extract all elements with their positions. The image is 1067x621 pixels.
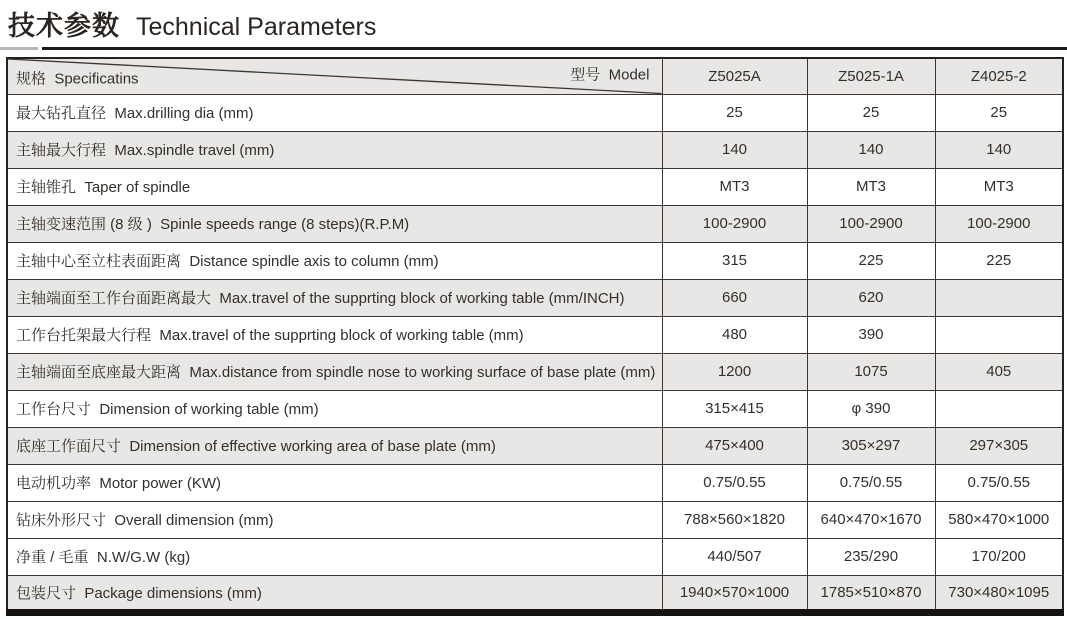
table-row [7,501,1063,538]
table-row [7,464,1063,501]
table-row [7,131,1063,168]
table-row [7,94,1063,131]
value-cell: 235/290 [807,538,935,575]
value-cell: 225 [807,242,935,279]
page-title-chinese: 技术参数 [8,11,120,41]
table-row [7,242,1063,279]
value-cell: 640×470×1670 [807,501,935,538]
value-cell: 1940×570×1000 [662,575,807,612]
model-column-header: Z5025-1A [807,58,935,94]
model-column-header: Z4025-2 [935,58,1063,94]
table-row [7,316,1063,353]
value-cell: 475×400 [662,427,807,464]
value-cell: 0.75/0.55 [807,464,935,501]
value-cell: 305×297 [807,427,935,464]
value-cell: 1785×510×870 [807,575,935,612]
divider-gray-segment [0,47,38,50]
table-header-row [7,58,1063,94]
page-title [8,4,376,43]
divider-black-segment [42,47,1067,50]
value-cell: 1075 [807,353,935,390]
value-cell: 170/200 [935,538,1063,575]
value-cell: 315×415 [662,390,807,427]
table-row [7,279,1063,316]
spec-header-label: 规格 Specificatins [16,70,139,88]
title-divider [0,47,1067,50]
spec-label-cell: 最大钻孔直径 Max.drilling dia (mm) [7,94,662,131]
table-row [7,575,1063,612]
value-cell: 1200 [662,353,807,390]
value-cell: MT3 [935,168,1063,205]
value-cell: 297×305 [935,427,1063,464]
value-cell: 315 [662,242,807,279]
value-cell: 140 [807,131,935,168]
value-cell: 225 [935,242,1063,279]
value-cell [935,390,1063,427]
value-cell: 25 [935,94,1063,131]
value-cell: MT3 [662,168,807,205]
value-cell [935,316,1063,353]
value-cell: 25 [662,94,807,131]
spec-label-cell: 电动机功率 Motor power (KW) [7,464,662,501]
table-row [7,353,1063,390]
value-cell: 140 [935,131,1063,168]
table-body [7,94,1063,612]
value-cell: 100-2900 [935,205,1063,242]
spec-label-cell: 净重 / 毛重 N.W/G.W (kg) [7,538,662,575]
value-cell: 0.75/0.55 [935,464,1063,501]
value-cell: 140 [662,131,807,168]
table-row [7,538,1063,575]
spec-label-cell: 工作台托架最大行程 Max.travel of the supprting block of working table (mm) [7,316,662,353]
spec-label-cell: 底座工作面尺寸 Dimension of effective working area of base plate (mm) [7,427,662,464]
spec-label-cell: 包装尺寸 Package dimensions (mm) [7,575,662,612]
model-column-header: Z5025A [662,58,807,94]
page-title-english: Technical Parameters [136,13,377,41]
value-cell: 660 [662,279,807,316]
value-cell: 620 [807,279,935,316]
value-cell: 730×480×1095 [935,575,1063,612]
table-row [7,390,1063,427]
spec-label-cell: 主轴锥孔 Taper of spindle [7,168,662,205]
value-cell: 405 [935,353,1063,390]
value-cell: MT3 [807,168,935,205]
value-cell: φ 390 [807,390,935,427]
model-header-label: 型号 Model [570,66,650,84]
spec-label-cell: 主轴端面至底座最大距离 Max.distance from spindle nose to working surface of base plate (mm) [7,353,662,390]
table-row [7,168,1063,205]
spec-label-cell: 钻床外形尺寸 Overall dimension (mm) [7,501,662,538]
value-cell: 25 [807,94,935,131]
value-cell: 480 [662,316,807,353]
table-row [7,205,1063,242]
value-cell: 100-2900 [807,205,935,242]
value-cell: 580×470×1000 [935,501,1063,538]
value-cell: 390 [807,316,935,353]
spec-model-header-cell [7,58,662,94]
value-cell: 100-2900 [662,205,807,242]
value-cell: 788×560×1820 [662,501,807,538]
spec-label-cell: 主轴变速范围 (8 级 ) Spinle speeds range (8 steps)(R.P.M) [7,205,662,242]
technical-parameters-table [6,57,1064,616]
value-cell: 0.75/0.55 [662,464,807,501]
spec-label-cell: 工作台尺寸 Dimension of working table (mm) [7,390,662,427]
spec-label-cell: 主轴中心至立柱表面距离 Distance spindle axis to column (mm) [7,242,662,279]
spec-label-cell: 主轴最大行程 Max.spindle travel (mm) [7,131,662,168]
table-row [7,427,1063,464]
spec-label-cell: 主轴端面至工作台面距离最大 Max.travel of the supprting block of working table (mm/INCH) [7,279,662,316]
value-cell: 440/507 [662,538,807,575]
value-cell [935,279,1063,316]
